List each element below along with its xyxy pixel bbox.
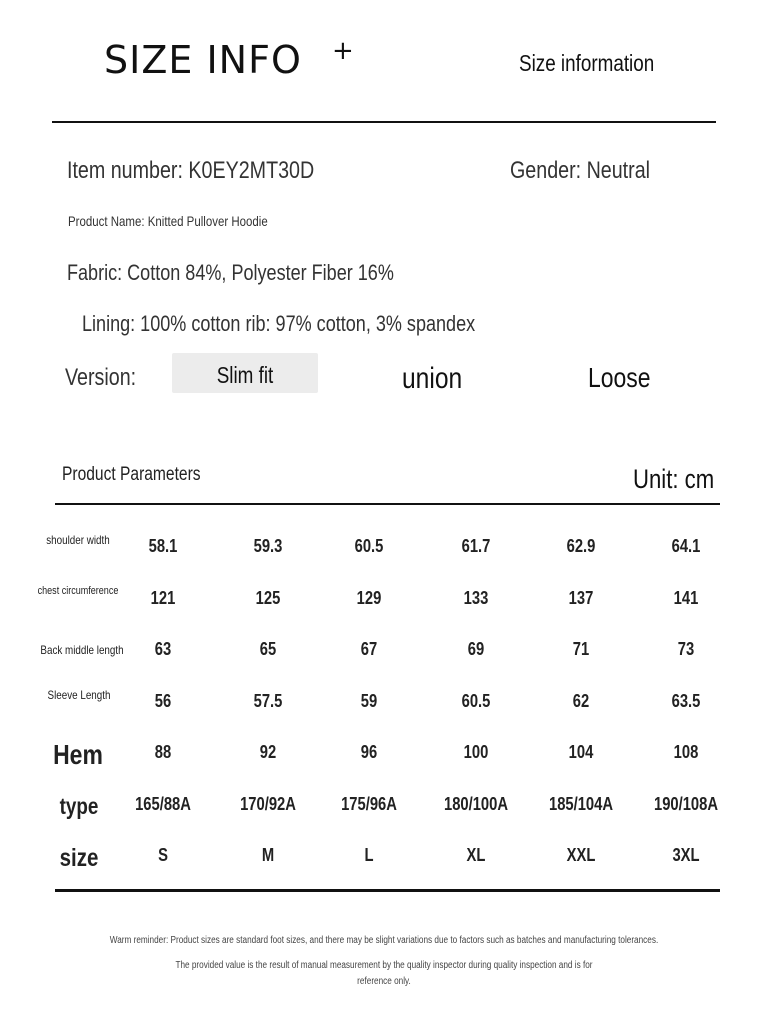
- table-cell: 57.5: [253, 691, 283, 711]
- row-label-shoulder-width: shoulder width: [46, 533, 110, 547]
- table-cell: 61.7: [461, 536, 491, 556]
- row-label-type: type: [59, 793, 99, 819]
- table-cell: 129: [356, 588, 382, 608]
- row-label-hem: Hem: [53, 739, 103, 770]
- table-cell: 63.5: [671, 691, 701, 711]
- table-cell: 67: [360, 639, 378, 659]
- title-plus-mark: +: [332, 36, 354, 66]
- table-cell: 65: [259, 639, 277, 659]
- table-cell: 62: [572, 691, 590, 711]
- table-cell: 60.5: [354, 536, 384, 556]
- table-cell: 137: [568, 588, 594, 608]
- version-option-loose: Loose: [588, 362, 651, 393]
- table-cell: XL: [466, 845, 486, 865]
- table-cell: 108: [673, 742, 699, 762]
- table-cell: 73: [677, 639, 695, 659]
- measurement-note-line1: The provided value is the result of manual measurement by the quality inspector during quality inspection and is for: [175, 960, 593, 971]
- row-label-back-middle-length: Back middle length: [40, 643, 124, 657]
- table-cell: 60.5: [461, 691, 491, 711]
- table-cell: 62.9: [566, 536, 596, 556]
- table-cell: 3XL: [672, 845, 700, 865]
- fabric-composition: Fabric: Cotton 84%, Polyester Fiber 16%: [67, 260, 394, 285]
- product-name: Product Name: Knitted Pullover Hoodie: [68, 213, 268, 229]
- table-cell: 133: [463, 588, 489, 608]
- header-divider: [52, 121, 716, 123]
- table-cell: 100: [463, 742, 489, 762]
- table-cell: XXL: [566, 845, 596, 865]
- table-cell: 125: [255, 588, 281, 608]
- table-top-divider: [55, 503, 720, 505]
- gender: Gender: Neutral: [510, 157, 651, 184]
- measurement-note: [0, 958, 768, 990]
- table-cell: 92: [259, 742, 277, 762]
- page-title: SIZE INFO: [104, 38, 302, 82]
- table-cell: 71: [572, 639, 590, 659]
- item-number: Item number: K0EY2MT30D: [67, 157, 315, 184]
- measurement-note-line2: reference only.: [357, 976, 411, 987]
- row-label-chest-circumference: chest circumference: [37, 585, 119, 597]
- table-cell: 56: [154, 691, 172, 711]
- row-label-sleeve-length: Sleeve Length: [47, 688, 111, 702]
- warm-reminder: Warm reminder: Product sizes are standard foot sizes, and there may be slight variations due to factors such as batches and manufacturing tolerances.: [109, 935, 659, 946]
- version-option-union: union: [402, 362, 463, 395]
- table-cell: 59.3: [253, 536, 283, 556]
- table-cell: 64.1: [671, 536, 701, 556]
- table-cell: L: [364, 845, 374, 865]
- table-cell: 58.1: [148, 536, 178, 556]
- table-cell: 190/108A: [653, 794, 719, 814]
- table-cell: 69: [467, 639, 485, 659]
- version-label: Version:: [65, 364, 137, 391]
- unit-label: Unit: cm: [633, 464, 715, 494]
- table-cell: 180/100A: [443, 794, 509, 814]
- page-subtitle: Size information: [519, 50, 655, 76]
- table-cell: 59: [360, 691, 378, 711]
- table-cell: 165/88A: [135, 794, 191, 814]
- table-cell: 88: [154, 742, 172, 762]
- row-label-size: size: [59, 844, 99, 872]
- table-bottom-divider: [55, 889, 720, 892]
- table-cell: M: [261, 845, 275, 865]
- table-cell: 104: [568, 742, 594, 762]
- table-cell: 63: [154, 639, 172, 659]
- table-title: Product Parameters: [62, 464, 201, 485]
- table-cell: 96: [360, 742, 378, 762]
- table-cell: 121: [150, 588, 176, 608]
- table-cell: 141: [673, 588, 699, 608]
- lining-composition: Lining: 100% cotton rib: 97% cotton, 3% spandex: [82, 311, 476, 336]
- table-cell: 175/96A: [341, 794, 397, 814]
- version-option-slim-fit: Slim fit: [216, 362, 274, 388]
- table-cell: 170/92A: [240, 794, 296, 814]
- table-cell: 185/104A: [548, 794, 614, 814]
- table-cell: S: [158, 845, 168, 865]
